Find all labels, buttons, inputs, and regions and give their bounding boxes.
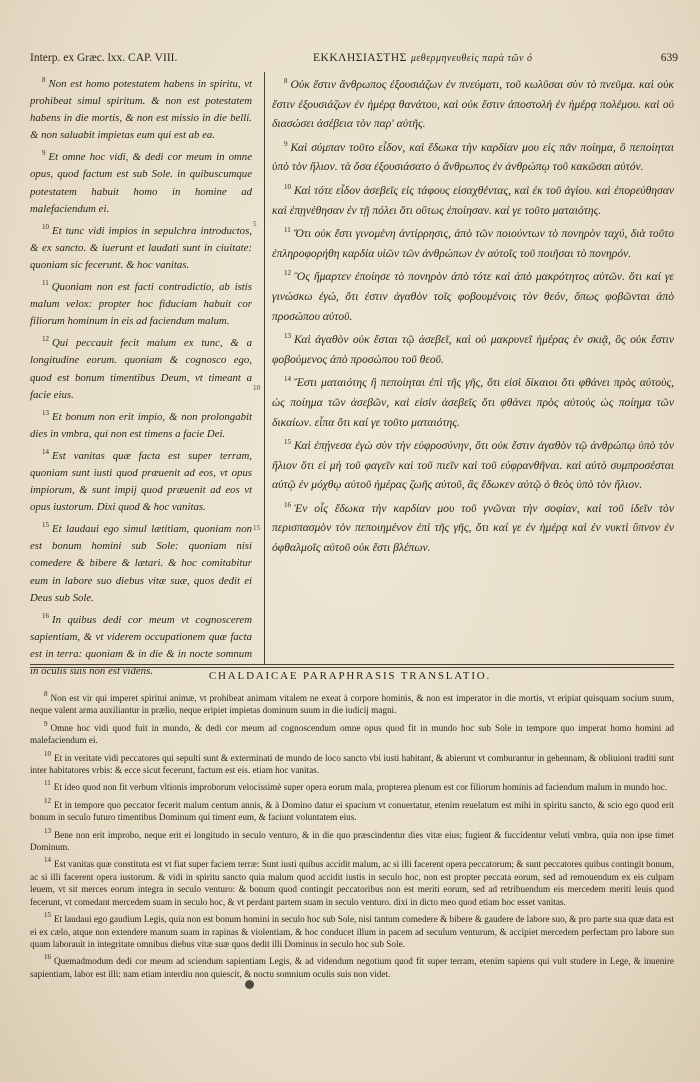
latin-verse-text: Et omne hoc vidi, & dedi cor meum in omne opus, quod factum est sub Sole. in quibuscumque potestatem habuit homo in homine ad malefaciendum ei. xyxy=(30,151,252,215)
page-number: 639 xyxy=(660,52,678,64)
greek-verse-text: Καὶ ἀγαθὸν οὐκ ἔσται τῷ ἀσεβεῖ, καὶ οὐ μακρυνεῖ ἡμέρας ἐν σκιᾷ, ὃς οὐκ ἔστιν φοβούμενος ἀπὸ προσώπου τοῦ θεοῦ. xyxy=(272,333,674,366)
greek-verse xyxy=(272,264,674,326)
verse-number: 9 xyxy=(42,149,46,158)
paraphrase-verse xyxy=(30,795,674,824)
verse-number: 15 xyxy=(42,521,49,530)
verse-number: 8 xyxy=(44,690,48,698)
greek-column xyxy=(272,72,674,559)
paraphrase-verse-text: Et laudaui ego gaudium Legis, quia non est bonum homini in seculo hoc sub Sole, nisi tantum comedere & bibere & gaudere de labore suo, & pro parte sua quæ data est ei ex cælo, atque non extendere manum suam in rapinas & violentiam, & hoc conducet illum in pacem ad seculum venturum, & accipiet mercedem perfectam pro labore suo quam laborauit in integritate omnibus diebus vitæ suæ quos dedit illi Dominus in seculo hoc sub Sole. xyxy=(30,914,674,949)
paraphrase-verse xyxy=(30,854,674,908)
paraphrase-verse xyxy=(30,688,674,717)
latin-verse xyxy=(30,72,252,144)
verse-number: 8 xyxy=(42,76,46,84)
paraphrase-verse xyxy=(30,748,674,777)
paraphrase-verse-text: Non est vir qui imperet spiritui animæ, vt prohibeat animam vitalem ne exeat à corpore hominis, & non est imperator in die mortis, vt eripiat quisquam socium suum, neque valent arma auxiliantur in prælio, neque eripiet impietas dominum suum in die iudicij magni. xyxy=(30,693,674,716)
paraphrase-verse-text: Bene non erit improbo, neque erit ei longitudo in seculo venturo, & in die quo præscindentur dies vitæ eius; fugient & fuccidentur veluti vmbra, quia non ipse timet Dominum. xyxy=(30,829,674,853)
verse-number: 8 xyxy=(284,77,288,85)
greek-verse-text: Οὐκ ἔστιν ἄνθρωπος ἐξουσιάζων ἐν πνεύματι, τοῦ κωλῦσαι σὺν τὸ πνεῦμα. καὶ οὐκ ἔστιν ἐξουσιάζων ἐν ἡμέρᾳ θανάτου, καὶ οὐκ ἔστιν ἀποστολὴ ἐν ἡμέρᾳ πολέμου. καὶ οὐ διασώσει ἀσέβεια τὸν παρ' αὐτῆς. xyxy=(272,78,674,131)
greek-verse xyxy=(272,72,674,134)
line-number-15: 15 xyxy=(253,524,260,532)
paraphrase-verse xyxy=(30,951,674,980)
greek-verse-text: Ὃς ἥμαρτεν ἐποίησε τὸ πονηρὸν ἀπὸ τότε καὶ ἀπὸ μακρότητος αὐτῶν. ὅτι καί γε γινώσκω ἐγώ, ὅτι ἐστιν ἀγαθὸν τοῖς φοβουμένοις τὸν θεόν, ὅπως φοβῶνται ἀπὸ προσώπου αὐτοῦ. xyxy=(272,270,674,323)
header-subtitle: μεθερμηνευθεὶς παρὰ τῶν ό xyxy=(410,53,533,64)
line-number-5: 5 xyxy=(253,220,257,228)
verse-number: 9 xyxy=(284,139,288,148)
greek-verse-text: Καὶ σύμπαν τοῦτο εἶδον, καὶ ἔδωκα τὴν καρδίαν μου εἰς πᾶν ποίημα, ὃ πεποίηται ὑπὸ τὸν ἥλιον. τὰ ὅσα ἐξουσιάσατο ὁ ἄνθρωπος ἐν ἀνθρώπῳ τοῦ κακῶσαι αὐτόν. xyxy=(272,140,674,174)
greek-verse-text: Ὅτι οὐκ ἔστι γινομένη ἀντίρρησις, ἀπὸ τῶν ποιούντων τὸ πονηρὸν ταχύ, διὰ τοῦτο ἐπληροφορήθη καρδία υἱῶν τῶν ἀνθρώπων ἐν αὐτοῖς τοῦ ποιῆσαι τὸ πονηρόν. xyxy=(272,227,674,260)
latin-verse xyxy=(30,331,252,403)
greek-verse xyxy=(272,178,674,220)
verse-number: 13 xyxy=(44,826,51,835)
latin-verse xyxy=(30,275,252,330)
verse-number: 11 xyxy=(42,279,49,288)
verse-number: 16 xyxy=(44,953,51,962)
greek-verse-text: Ἔστι ματαιότης ἣ πεποίηται ἐπὶ τῆς γῆς, ὅτι εἰσὶ δίκαιοι ὅτι φθάνει πρὸς αὐτοὺς, ὡς ποίημα τῶν ἀσεβῶν, καὶ εἰσὶν ἀσεβεῖς ὅτι φθάνει πρὸς αὐτοὺς ὡς ποίημα τῶν δικαίων. εἶπα ὅτι καί γε τοῦτο ματαιότης. xyxy=(272,376,674,429)
paraphrase-block xyxy=(30,688,674,981)
greek-verse xyxy=(272,496,674,558)
verse-number: 16 xyxy=(42,611,49,620)
paraphrase-verse xyxy=(30,909,674,950)
latin-verse-text: Quoniam non est facti contradictio, ab istis malum velox: propter hoc fiduciam habuit cor filiorum hominum in eis ad faciendum malum. xyxy=(30,281,252,328)
verse-number: 10 xyxy=(44,749,51,758)
section-divider xyxy=(30,664,674,668)
latin-verse xyxy=(30,444,252,516)
verse-number: 13 xyxy=(284,332,291,341)
verse-number: 12 xyxy=(44,796,51,805)
header-title: ΕΚΚΛΗΣΙΑΣΤΗΣ xyxy=(313,52,407,64)
latin-verse-text: Et laudaui ego simul lætitiam, quoniam non est bonum homini sub Sole: quoniam nisi comedere & bibere & lætari. & hoc comitabitur eum in labore suo diebus vitæ suæ, quos dedit ei Deus sub Sole. xyxy=(30,523,252,604)
verse-number: 15 xyxy=(44,911,51,920)
verse-number: 14 xyxy=(284,375,291,384)
greek-verse xyxy=(272,433,674,495)
greek-verse-text: Καὶ ἐπῄνεσα ἐγὼ σὺν τὴν εὐφροσύνην, ὅτι οὐκ ἔστιν ἀγαθὸν τῷ ἀνθρώπῳ ὑπὸ τὸν ἥλιον ὅτι εἰ μὴ τοῦ φαγεῖν καὶ τοῦ πιεῖν καὶ τοῦ εὐφρανθῆναι. καὶ αὐτὸ συμπροσέσται αὐτῷ ἐν μόχθῳ αὐτοῦ ἡμέρας ζωῆς αὐτοῦ, ἃς ἔδωκεν αὐτῷ ὁ θεὸς ὑπὸ τὸν ἥλιον. xyxy=(272,439,674,492)
verse-number: 16 xyxy=(284,500,291,509)
line-number-10: 10 xyxy=(253,384,260,392)
verse-number: 14 xyxy=(42,447,49,456)
verse-number: 13 xyxy=(42,408,49,417)
latin-verse-text: Non est homo potestatem habens in spiritu, vt prohibeat simul spiritum. & non est potestatem habens in die mortis, & non est missio in die belli. & non saluabit impietas eum qui est ab ea. xyxy=(30,78,252,142)
verse-number: 12 xyxy=(284,269,291,278)
header-center xyxy=(313,52,532,64)
latin-verse-text: Et bonum non erit impio, & non prolongabit dies in vmbra, qui non est timens a facie Dei. xyxy=(30,410,252,440)
paraphrase-verse xyxy=(30,718,674,747)
column-rule xyxy=(264,72,265,664)
paraphrase-verse xyxy=(30,777,674,793)
latin-verse-text: Est vanitas quæ facta est super terram, quoniam sunt iusti quod præuenit ad eos, vt opus impiorum, & sunt impij quod præuenit ad eos vt opus iustorum. Dixi quod & hoc vanitas. xyxy=(30,449,252,514)
latin-column xyxy=(30,72,252,681)
greek-verse-text: Καὶ τότε εἶδον ἀσεβεῖς εἰς τάφους εἰσαχθέντας, καὶ ἐκ τοῦ ἁγίου. καὶ ἐπορεύθησαν καὶ ἐπῃνέθησαν ἐν τῇ πόλει ὅτι οὕτως ἐποίησαν. καί γε τοῦτο ματαιότης. xyxy=(272,183,674,217)
latin-verse-text: Qui peccauit fecit malum ex tunc, & a longitudine eorum. quoniam & cognosco ego, quod est bonum timentibus Deum, vt timeant a facie eius. xyxy=(30,337,252,401)
ink-blot xyxy=(245,980,254,989)
latin-verse xyxy=(30,517,252,606)
header-left: Interp. ex Græc. lxx. CAP. VIII. xyxy=(30,52,178,64)
paraphrase-verse-text: Et ideo quod non fit verbum vltionis improborum velocissimè super opera eorum mala, propterea plenum est cor filiorum hominis ad faciendum malum in mundo hoc. xyxy=(53,782,668,793)
paraphrase-verse xyxy=(30,825,674,854)
latin-verse xyxy=(30,145,252,217)
paraphrase-verse-text: Est vanitas quæ constituta est vt fiat super faciem terræ: Sunt iusti quibus accidit malum, ac si illi facerent opera peccatorum; & sunt peccatores quibus contingit bonum, ac si illi facerent opera iustorum. & vidi in spiritu sancto quia malum quod accidit iustis in seculo hoc, non est propter peccata eorum, sed ad remouendum ex eis culpam leuem, vt sit merces eorum integra in seculo venturo: & bonum quod contingit peccatoribus non est meriti eorum, sed ad retribuendum eis mercedem meriti leuis quod fecerunt, vt comedant mercedem suam in seculo hoc, & vt perdant partem suam in seculo venturo. dixi in dicto meo quod etiam hoc esset vanitas. xyxy=(30,859,675,907)
latin-verse xyxy=(30,405,252,443)
verse-number: 10 xyxy=(42,222,49,231)
verse-number: 11 xyxy=(44,779,51,788)
greek-verse-text: Ἐν οἷς ἔδωκα τὴν καρδίαν μου τοῦ γνῶναι τὴν σοφίαν, καὶ τοῦ ἰδεῖν τὸν περισπασμὸν τὸν πεποιημένον ἐπὶ τῆς γῆς, ὅτι καί γε ἐν ἡμέρᾳ καὶ ἐν νυκτὶ ὕπνον ἐν ὀφθαλμοῖς αὐτοῦ οὐκ ἔστι βλέπων. xyxy=(272,501,674,555)
verse-number: 15 xyxy=(284,438,291,447)
verse-number: 11 xyxy=(284,226,291,235)
latin-verse xyxy=(30,219,252,274)
greek-verse xyxy=(272,327,674,369)
latin-verse-text: Et tunc vidi impios in sepulchra introductos, & ex sancto. & iuerunt et laudati sunt in ciuitate: quoniam sic fecerunt. & hoc vanitas. xyxy=(30,224,252,271)
verse-number: 12 xyxy=(42,335,49,344)
paraphrase-verse-text: Omne hoc vidi quod fuit in mundo, & dedi cor meum ad cognoscendum omne opus quod fit in mundo hoc sub Sole in tempore quo imperat homo homini ad malefaciendum ei. xyxy=(30,722,674,746)
verse-number: 14 xyxy=(44,856,51,865)
latin-verse-text: In quibus dedi cor meum vt cognoscerem sapientiam, & vt viderem occupationem quæ facta est in terra: quoniam & in die & in nocte somnum in oculis suis non est videns. xyxy=(30,613,252,677)
paraphrase-verse-text: Et in tempore quo peccator fecerit malum centum annis, & à Domino datur ei spacium vt conuertatur, etenim reuelatum est mihi in spiritu sancto, & scio ego quod erit bonum in seculo futuro timentibus Dominum qui timent eum, & faciunt voluntatem eius. xyxy=(30,799,674,823)
paraphrase-verse-text: Quemadmodum dedi cor meum ad sciendum sapientiam Legis, & ad videndum negotium quod fit super terram, etenim sapiens qui vult studere in Lege, & inuenire sapientiam, labor est illi: nam etiam interdiu non quiescit, & noctu somnium oculis suis non videt. xyxy=(30,956,674,979)
running-head xyxy=(30,52,678,70)
verse-number: 9 xyxy=(44,719,48,728)
section-heading: CHALDAICAE PARAPHRASIS TRANSLATIO. xyxy=(208,670,492,682)
greek-verse xyxy=(272,370,674,432)
greek-verse xyxy=(272,221,674,263)
greek-verse xyxy=(272,135,674,177)
paraphrase-verse-text: Et in veritate vidi peccatores qui sepulti sunt & exterminati de mundo de loco sancto vbi iusti habitant, & abierunt vt comburantur in gehennam, & obliuioni traditi sunt inter habitatores vrbis: & ecce sicut fecerunt, factum est eis. etiam hoc vanitas. xyxy=(30,752,674,776)
verse-number: 10 xyxy=(284,182,291,191)
